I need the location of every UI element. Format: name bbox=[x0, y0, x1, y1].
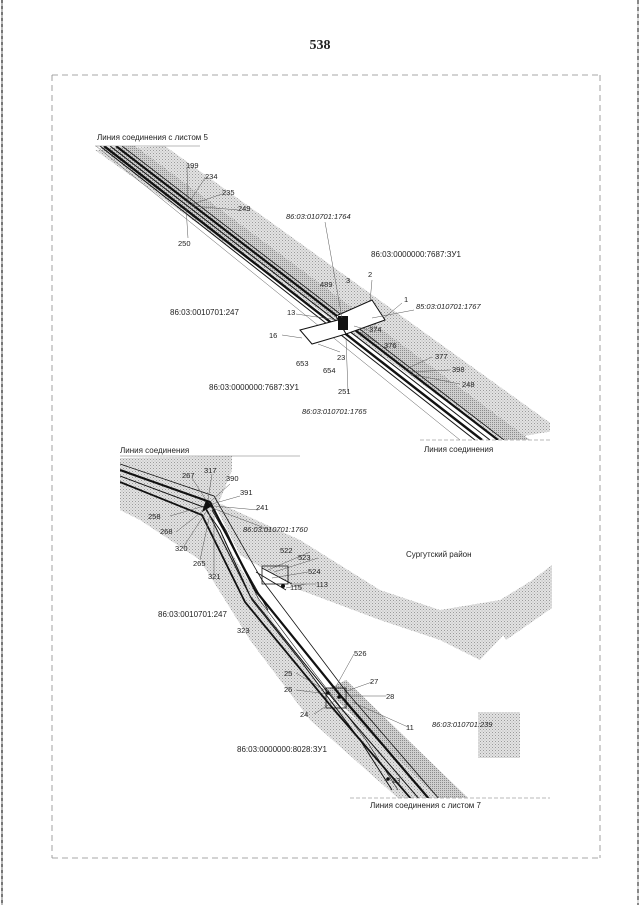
point-11: 11 bbox=[406, 723, 414, 732]
point-317: 317 bbox=[204, 466, 217, 475]
point-24: 24 bbox=[300, 710, 309, 719]
point-321: 321 bbox=[208, 572, 221, 581]
top-boundary-label: Линия соединения с листом 5 bbox=[97, 133, 208, 142]
top-boundary-label-bottom: Линия соединения bbox=[424, 445, 494, 454]
point-523: 523 bbox=[298, 553, 311, 562]
parcel-7687-top: 86:03:0000000:7687:ЗУ1 bbox=[371, 250, 461, 259]
point-398: 398 bbox=[452, 365, 465, 374]
point-25: 25 bbox=[284, 669, 293, 678]
point-377: 377 bbox=[435, 352, 448, 361]
point-241: 241 bbox=[256, 503, 269, 512]
point-199: 199 bbox=[186, 161, 199, 170]
parcel-1764: 86:03:010701:1764 bbox=[286, 212, 351, 221]
point-376: 376 bbox=[384, 341, 397, 350]
point-267: 267 bbox=[182, 471, 195, 480]
point-265: 265 bbox=[193, 559, 206, 568]
point-28: 28 bbox=[386, 692, 395, 701]
point-251: 251 bbox=[338, 387, 351, 396]
top-plot-join bbox=[338, 316, 348, 330]
point-249: 249 bbox=[238, 204, 251, 213]
point-2: 2 bbox=[368, 270, 373, 279]
point-23-bottom: 23 bbox=[392, 776, 401, 785]
bottom-zone-square bbox=[478, 712, 520, 758]
point-26: 26 bbox=[284, 685, 293, 694]
point-391: 391 bbox=[240, 488, 253, 497]
point-248: 248 bbox=[462, 380, 475, 389]
parcel-1765: 86:03:010701:1765 bbox=[302, 407, 367, 416]
bottom-boundary-label-top: Линия соединения bbox=[120, 446, 190, 455]
parcel-1767: 85:03:010701:1767 bbox=[416, 302, 481, 311]
bottom-map bbox=[120, 446, 552, 810]
point-250: 250 bbox=[178, 239, 191, 248]
point-374: 374 bbox=[369, 325, 382, 334]
parcel-247: 86:03:0010701:247 bbox=[170, 308, 239, 317]
point-268: 268 bbox=[160, 527, 173, 536]
parcel-239: 86:03:010701:239 bbox=[432, 720, 493, 729]
point-16: 16 bbox=[269, 331, 278, 340]
point-654: 654 bbox=[323, 366, 336, 375]
point-234: 234 bbox=[205, 172, 218, 181]
point-489: 489 bbox=[320, 280, 333, 289]
parcel-7687-bottom: 86:03:0000000:7687:ЗУ1 bbox=[209, 383, 299, 392]
point-113: 113 bbox=[316, 580, 328, 589]
point-653: 653 bbox=[296, 359, 309, 368]
point-390: 390 bbox=[226, 474, 239, 483]
point-524: 524 bbox=[308, 567, 321, 576]
point-3: 3 bbox=[346, 276, 351, 285]
point-320: 320 bbox=[175, 544, 188, 553]
point-115: 115 bbox=[290, 583, 302, 592]
point-522: 522 bbox=[280, 546, 293, 555]
point-13: 13 bbox=[287, 308, 296, 317]
point-526: 526 bbox=[354, 649, 367, 658]
parcel-247-bottom: 86:03:0010701:247 bbox=[158, 610, 227, 619]
top-zone-inner bbox=[100, 146, 530, 440]
parcel-8028: 86:03:0000000:8028:ЗУ1 bbox=[237, 745, 327, 754]
point-1: 1 bbox=[404, 295, 409, 304]
page-number: 538 bbox=[309, 38, 331, 53]
point-235: 235 bbox=[222, 188, 235, 197]
top-map bbox=[95, 133, 560, 454]
parcel-1760: 86:03:010701:1760 bbox=[243, 525, 308, 534]
district-label: Сургутский район bbox=[406, 550, 472, 559]
point-23: 23 bbox=[337, 353, 346, 362]
point-323: 323 bbox=[237, 626, 250, 635]
bottom-boundary-label-bottom: Линия соединения с листом 7 bbox=[370, 801, 481, 810]
point-258: 258 bbox=[148, 512, 161, 521]
point-27: 27 bbox=[370, 677, 379, 686]
